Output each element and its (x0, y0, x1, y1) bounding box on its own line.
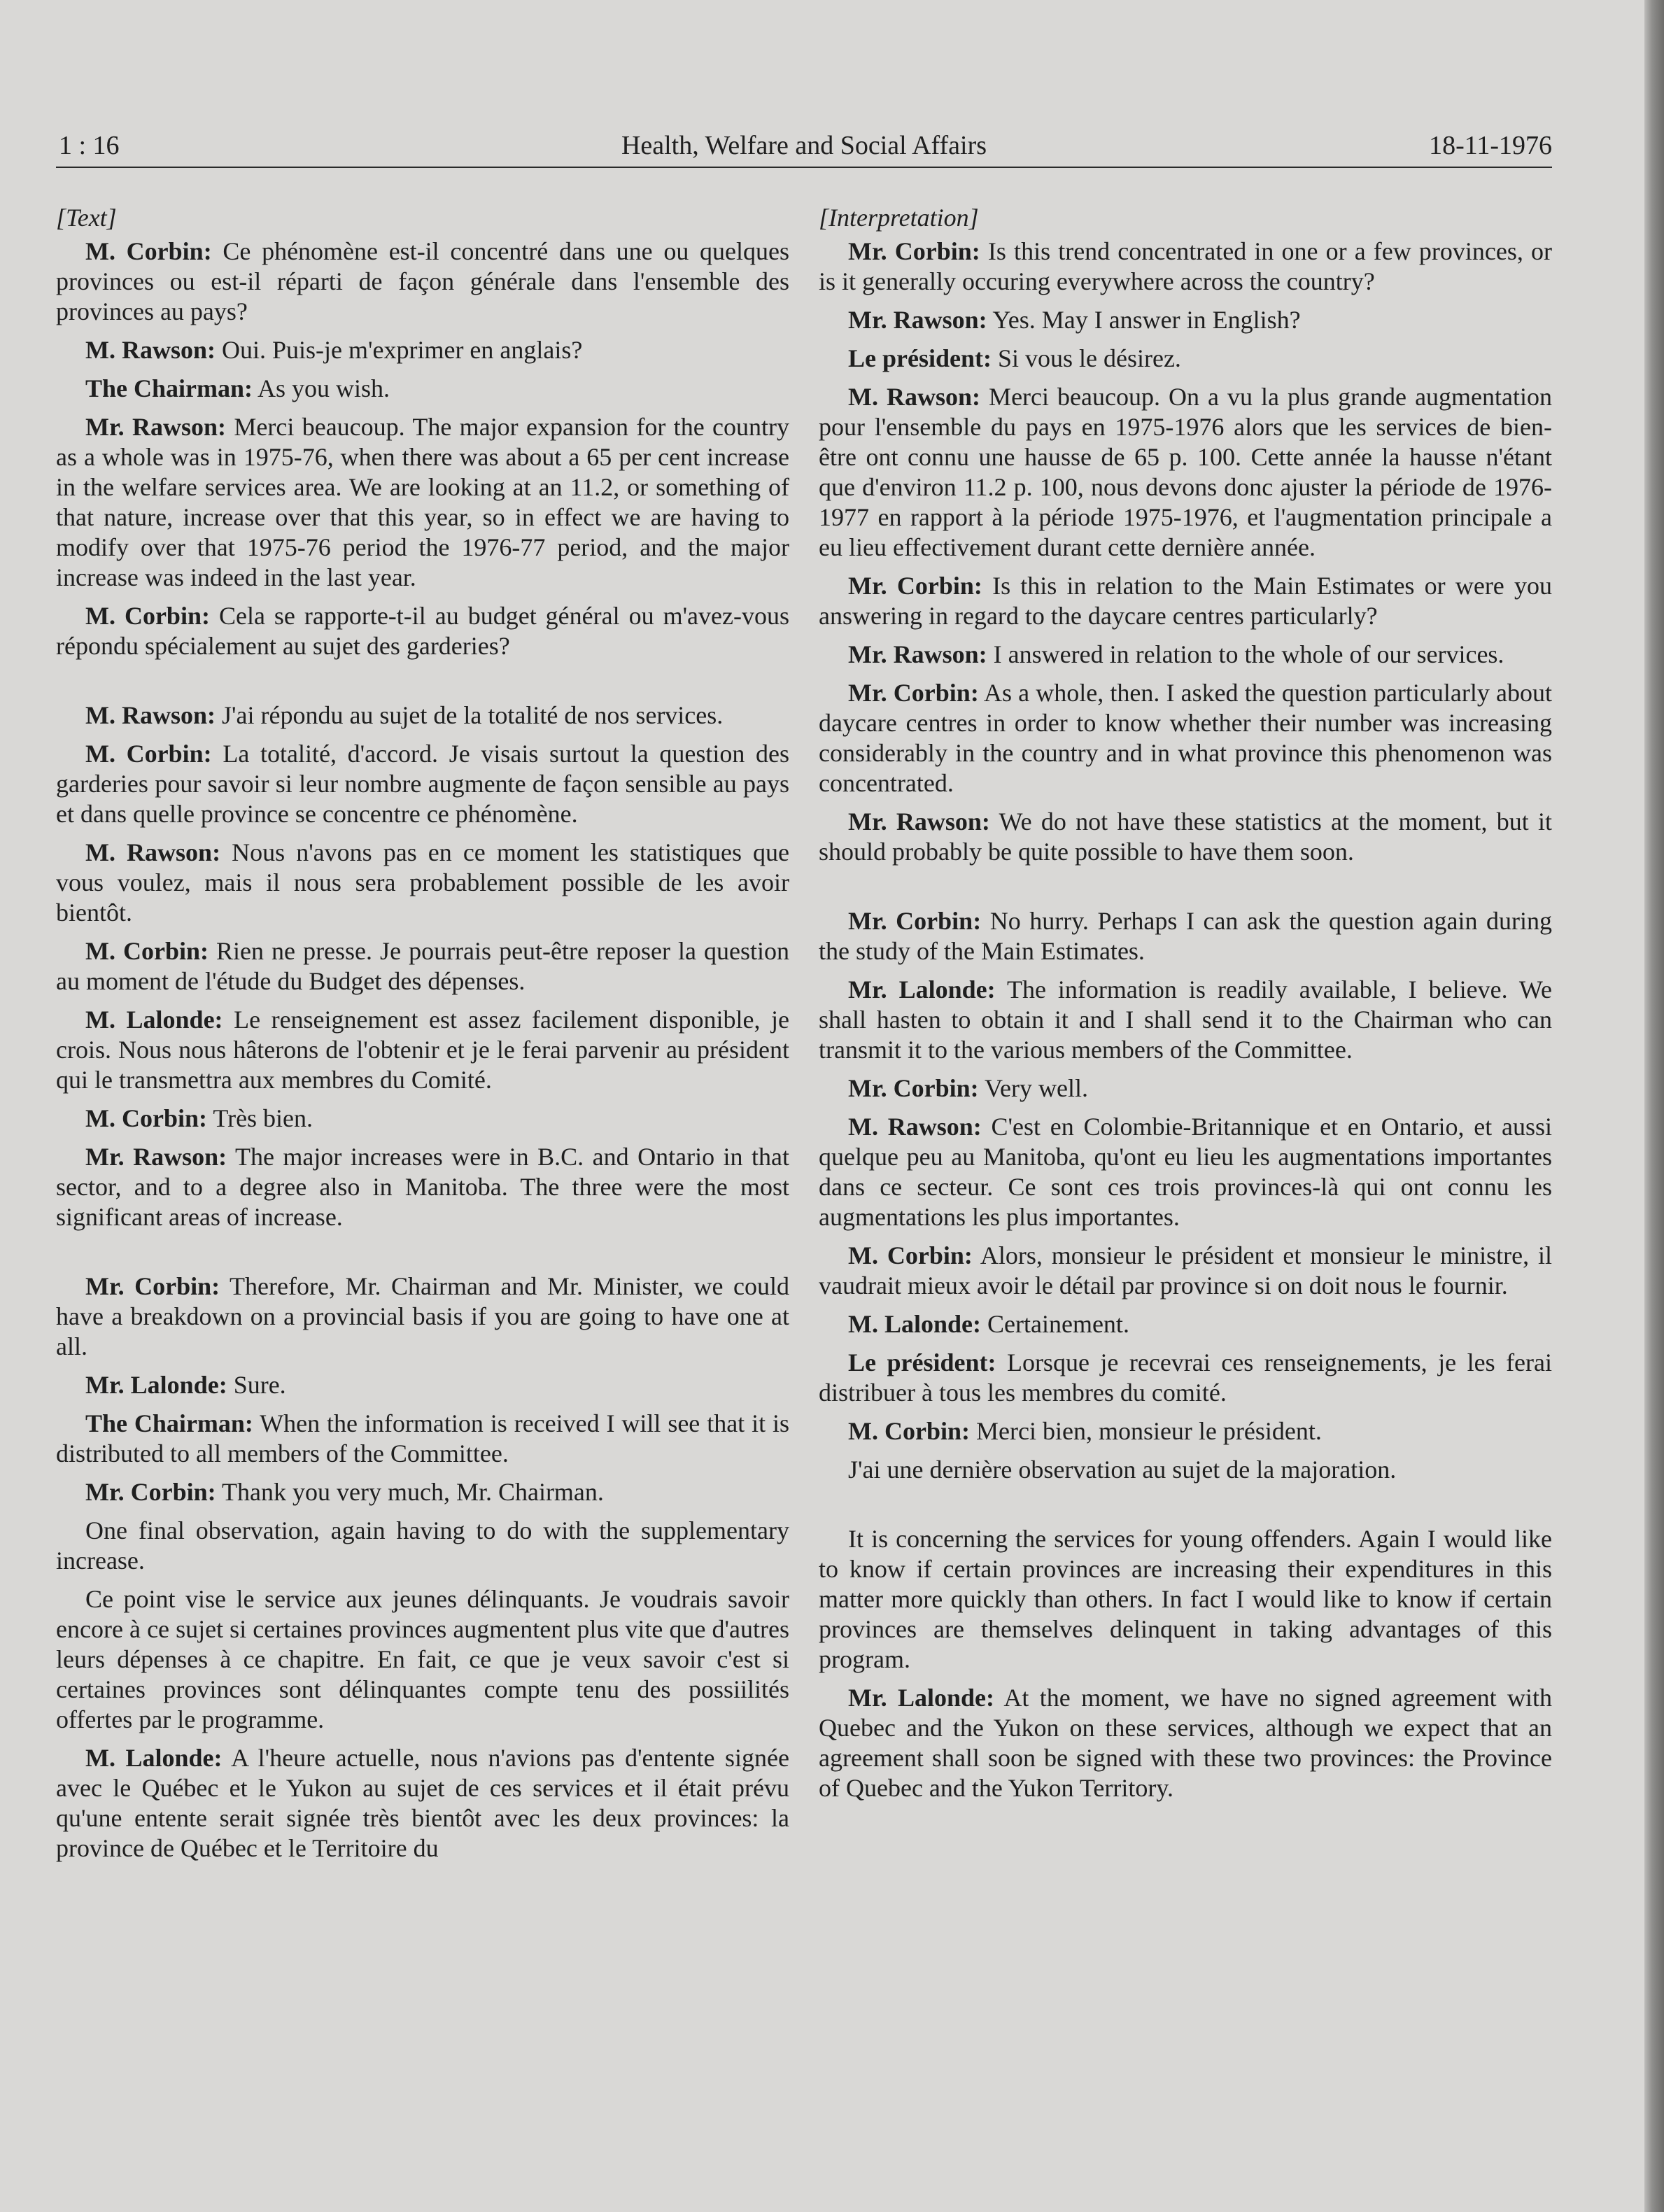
speech-paragraph (56, 1104, 789, 1134)
spacer (819, 875, 1552, 906)
speaker-name: Mr. Lalonde: (848, 975, 996, 1003)
speech-paragraph (56, 237, 789, 327)
speech-paragraph (819, 382, 1552, 563)
speech-text: Lorsque je recevrai ces renseignements, je les ferai distribuer à tous les membres du comité. (819, 1348, 1552, 1407)
speech-paragraph (56, 1142, 789, 1232)
speech-text: It is concerning the services for young offenders. Again I would like to know if certain provinces are increasing their expenditures in this matter more quickly than others. In fact I would like to know if certain provinces are themselves delinquent in taking advantages of this program. (819, 1525, 1552, 1673)
column-label: [Text] (56, 204, 117, 232)
speaker-name: Le président: (848, 344, 992, 372)
speaker-name: M. Rawson: (85, 838, 221, 866)
speaker-name: Mr. Corbin: (848, 1074, 979, 1102)
speech-text: Very well. (978, 1074, 1088, 1102)
speech-paragraph (56, 1370, 789, 1400)
speech-paragraph (56, 601, 789, 661)
speech-paragraph (819, 1073, 1552, 1104)
speech-paragraph (819, 1348, 1552, 1408)
speech-text: Merci beaucoup. On a vu la plus grande augmentation pour l'ensemble du pays en 1975-1976 alors que les services de bien-être ont connu une hausse de 65 p. 100. Cette année la hausse n'étant que d'environ 11.2 p. 100, nous devons donc ajuster la période de 1976-1977 en rapport à la période 1975-1976, et l'augmentation principale a eu lieu effectivement durant cette dernière année. (819, 383, 1553, 561)
speaker-name: Mr. Rawson: (848, 306, 987, 334)
speech-text: Yes. May I answer in English? (987, 306, 1301, 334)
speech-paragraph (56, 1584, 789, 1735)
speaker-name: M. Lalonde: (85, 1006, 223, 1034)
speech-paragraph (56, 412, 789, 593)
spacer (819, 1493, 1552, 1524)
speaker-name: Le président: (848, 1348, 996, 1376)
speech-text: Certainement. (981, 1310, 1129, 1338)
speech-text: Si vous le désirez. (991, 344, 1181, 372)
speaker-name: Mr. Corbin: (848, 907, 982, 935)
speaker-name: Mr. Corbin: (85, 1478, 216, 1506)
speech-paragraph (819, 1524, 1552, 1675)
speech-text: Merci bien, monsieur le président. (970, 1417, 1322, 1445)
speech-text: Merci beaucoup. The major expansion for the country as a whole was in 1975-76, when there was about a 65 per cent increase in the welfare services area. We are looking at an 11.2, or something of that nature, increase over that this year, so in effect we are having to modify over that 1975-76 period the 1976-77 period, and the major increase was indeed in the last year. (56, 413, 789, 591)
running-title: Health, Welfare and Social Affairs (621, 131, 987, 160)
speech-text: C'est en Colombie-Britannique et en Ontario, et aussi quelque peu au Manitoba, qu'ont eu lieu les augmentations importantes dans ce secteur. Ce sont ces trois provinces-là qui ont connu les augmentations les plus importantes. (819, 1113, 1553, 1231)
speaker-name: M. Lalonde: (848, 1310, 982, 1338)
speech-paragraph (819, 344, 1552, 374)
speech-text: Alors, monsieur le président et monsieur le ministre, il vaudrait mieux avoir le détail par province si on doit nous le fournir. (819, 1241, 1552, 1299)
speech-text: I answered in relation to the whole of our services. (987, 640, 1504, 668)
speech-text: The information is readily available, I believe. We shall hasten to obtain it and I shall send it to the Chairman who can transmit it to the various members of the Committee. (819, 975, 1552, 1064)
speech-text: We do not have these statistics at the moment, but it should probably be quite possible to have them soon. (819, 808, 1552, 866)
speech-text: J'ai une dernière observation au sujet de la majoration. (848, 1456, 1397, 1484)
header-date: 18-11-1976 (1429, 131, 1552, 160)
right-column (819, 202, 1552, 1812)
speaker-name: M. Corbin: (85, 1104, 207, 1132)
speech-text: Therefore, Mr. Chairman and Mr. Minister, we could have a breakdown on a provincial basis if you are going to have one at all. (56, 1272, 789, 1360)
speech-paragraph (56, 1409, 789, 1469)
speech-text: Cela se rapporte-t-il au budget général ou m'avez-vous répondu spécialement au sujet des garderies? (56, 602, 789, 660)
column-label: [Interpretation] (819, 204, 979, 232)
speech-text: No hurry. Perhaps I can ask the question again during the study of the Main Estimates. (819, 907, 1552, 965)
speech-paragraph (56, 1005, 789, 1095)
speech-text: The major increases were in B.C. and Ontario in that sector, and to a degree also in Manitoba. The three were the most significant areas of increase. (56, 1143, 789, 1231)
speaker-name: Mr. Rawson: (85, 1143, 227, 1171)
speech-paragraph (56, 1743, 789, 1864)
speech-text: Thank you very much, Mr. Chairman. (216, 1478, 604, 1506)
speech-paragraph (819, 807, 1552, 867)
speech-paragraph (819, 305, 1552, 335)
speech-paragraph (819, 678, 1552, 798)
speaker-name: M. Lalonde: (85, 1744, 223, 1772)
speech-text: Rien ne presse. Je pourrais peut-être reposer la question au moment de l'étude du Budget des dépenses. (56, 937, 789, 995)
speech-text: Très bien. (207, 1104, 313, 1132)
speech-text: At the moment, we have no signed agreement with Quebec and the Yukon on these services, although we expect that an agreement shall soon be signed with these two provinces: the Province of Quebec and the Yukon Territory. (819, 1684, 1552, 1802)
speech-text: As a whole, then. I asked the question particularly about daycare centres in order to know whether their number was increasing considerably in the country and in what province this phenomenon was concentrated. (819, 679, 1552, 797)
speech-text: As you wish. (253, 374, 390, 402)
speech-text: When the information is received I will see that it is distributed to all members of the Committee. (56, 1409, 789, 1467)
speech-paragraph (819, 1241, 1552, 1301)
page-header (56, 125, 1552, 167)
speaker-name: M. Rawson: (848, 383, 981, 411)
speaker-name: M. Rawson: (85, 701, 216, 729)
speech-text: Sure. (227, 1371, 286, 1399)
speech-paragraph (819, 1683, 1552, 1803)
speaker-name: M. Corbin: (848, 1417, 970, 1445)
page-binding-edge (1644, 0, 1664, 2212)
speech-paragraph (819, 640, 1552, 670)
page-number: 1 : 16 (59, 131, 120, 160)
spacer (56, 1241, 789, 1271)
left-column (56, 202, 789, 1872)
header-rule (56, 167, 1552, 168)
speaker-name: Mr. Corbin: (848, 237, 980, 265)
speech-text: Is this in relation to the Main Estimates or were you answering in regard to the daycare centres particularly? (819, 572, 1552, 630)
speech-paragraph (56, 335, 789, 365)
speech-paragraph (819, 1309, 1552, 1339)
speech-paragraph (56, 936, 789, 996)
speaker-name: The Chairman: (85, 1409, 253, 1437)
speaker-name: M. Corbin: (848, 1241, 973, 1269)
speech-text: La totalité, d'accord. Je visais surtout la question des garderies pour savoir si leur nombre augmente de façon sensible au pays et dans quelle province se concentre ce phénomène. (56, 740, 789, 828)
speech-text: Nous n'avons pas en ce moment les statistiques que vous voulez, mais il nous sera probablement possible de les avoir bientôt. (56, 838, 789, 927)
speech-paragraph (819, 1112, 1552, 1232)
speaker-name: Mr. Rawson: (848, 640, 987, 668)
speaker-name: M. Rawson: (848, 1113, 982, 1141)
speaker-name: Mr. Corbin: (848, 572, 982, 600)
speaker-name: Mr. Rawson: (85, 413, 227, 441)
speech-paragraph (819, 975, 1552, 1065)
speech-text: Is this trend concentrated in one or a few provinces, or is it generally occuring everywhere across the country? (819, 237, 1552, 295)
speech-paragraph (819, 237, 1552, 297)
speech-paragraph (56, 1477, 789, 1507)
speaker-name: M. Corbin: (85, 237, 212, 265)
speech-paragraph (56, 1271, 789, 1362)
speaker-name: Mr. Lalonde: (85, 1371, 227, 1399)
speech-paragraph (819, 1416, 1552, 1446)
speech-paragraph (56, 374, 789, 404)
speaker-name: Mr. Lalonde: (848, 1684, 995, 1712)
speaker-name: M. Corbin: (85, 740, 212, 768)
speaker-name: M. Corbin: (85, 602, 210, 630)
speech-paragraph (819, 571, 1552, 631)
speech-text: A l'heure actuelle, nous n'avions pas d'entente signée avec le Québec et le Yukon au sujet de ces services et il était prévu qu'une entente serait signée très bientôt avec les deux provinces: la province de Québec et le Territoire du (56, 1744, 789, 1862)
speech-paragraph (819, 1455, 1552, 1485)
speaker-name: Mr. Corbin: (85, 1272, 220, 1300)
spacer (56, 670, 789, 700)
speaker-name: M. Corbin: (85, 937, 209, 965)
speech-text: Le renseignement est assez facilement disponible, je crois. Nous nous hâterons de l'obtenir et je le ferai parvenir au président qui le transmettra aux membres du Comité. (56, 1006, 789, 1094)
speech-paragraph (56, 700, 789, 731)
speech-text: One final observation, again having to do with the supplementary increase. (56, 1516, 789, 1575)
speech-paragraph (56, 739, 789, 829)
speaker-name: Mr. Rawson: (848, 808, 990, 836)
speaker-name: M. Rawson: (85, 336, 216, 364)
speech-text: J'ai répondu au sujet de la totalité de nos services. (216, 701, 724, 729)
speech-paragraph (819, 906, 1552, 966)
speech-text: Ce phénomène est-il concentré dans une ou quelques provinces ou est-il réparti de façon générale dans l'ensemble des provinces au pays? (56, 237, 789, 325)
speech-text: Oui. Puis-je m'exprimer en anglais? (216, 336, 583, 364)
speaker-name: The Chairman: (85, 374, 253, 402)
speech-text: Ce point vise le service aux jeunes délinquants. Je voudrais savoir encore à ce sujet si certaines provinces augmentent plus vite que d'autres leurs dépenses à ce chapitre. En fait, ce que je veux savoir c'est si certaines provinces sont délinquantes compte tenu des possiilités offertes par le programme. (56, 1585, 789, 1733)
speech-paragraph (56, 838, 789, 928)
speech-paragraph (56, 1516, 789, 1576)
speaker-name: Mr. Corbin: (848, 679, 979, 707)
